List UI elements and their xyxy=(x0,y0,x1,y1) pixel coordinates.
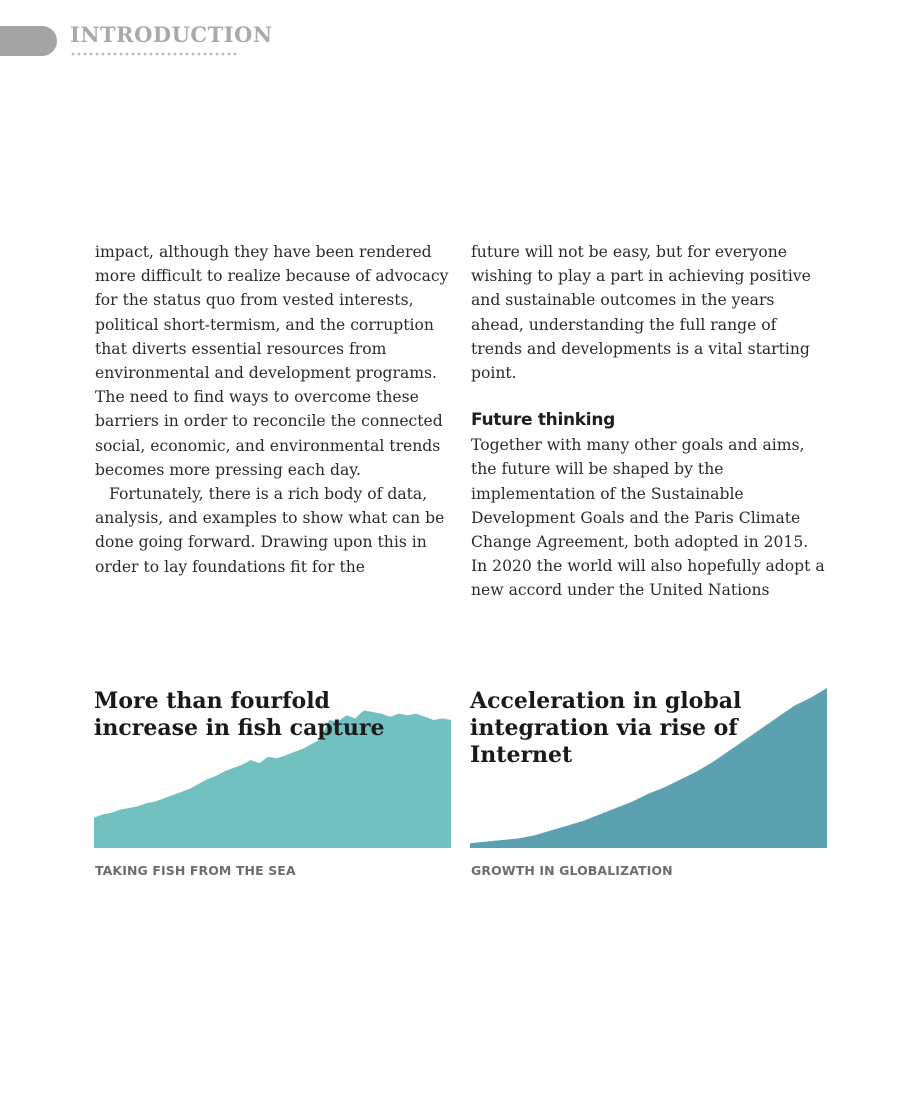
globalization-caption: GROWTH IN GLOBALIZATION xyxy=(471,863,673,878)
section-label: INTRODUCTION xyxy=(70,22,273,47)
fish-capture-chart xyxy=(94,688,451,848)
fish-capture-caption: TAKING FISH FROM THE SEA xyxy=(95,863,296,878)
left-paragraph-1: impact, although they have been rendered more difficult to realize because of advocacy for the status quo from vested interests, political short-termism, and the corruption that diverts essential resources from environmental and development programs. The need to find ways to overcome these barriers in order to reconcile the connected social, economic, and environmental trends becomes more pressing each day. xyxy=(95,243,449,479)
left-column xyxy=(95,240,450,579)
left-paragraph-2: Fortunately, there is a rich body of data, analysis, and examples to show what can be done going forward. Drawing upon this in order to lay foundations fit for the xyxy=(95,485,445,576)
section-dotted-rule xyxy=(70,52,240,56)
section-tab xyxy=(0,26,57,56)
right-paragraph-1: future will not be easy, but for everyone wishing to play a part in achieving positive and sustainable outcomes in the years ahead, understanding the full range of trends and developments is a vital starting point. xyxy=(471,243,811,383)
right-paragraph-2: Together with many other goals and aims, the future will be shaped by the implementation of the Sustainable Development Goals and the Paris Climate Change Agreement, both adopted in 2015. In 2020 the world will also hopefully adopt a new accord under the United Nations xyxy=(471,436,825,600)
right-column xyxy=(471,240,826,603)
subheading-future-thinking: Future thinking xyxy=(471,410,615,431)
globalization-chart xyxy=(470,688,827,848)
fish-capture-chart-title: More than fourfold increase in fish capture xyxy=(94,688,385,741)
globalization-chart-title: Acceleration in global integration via rise of Internet xyxy=(470,688,742,768)
